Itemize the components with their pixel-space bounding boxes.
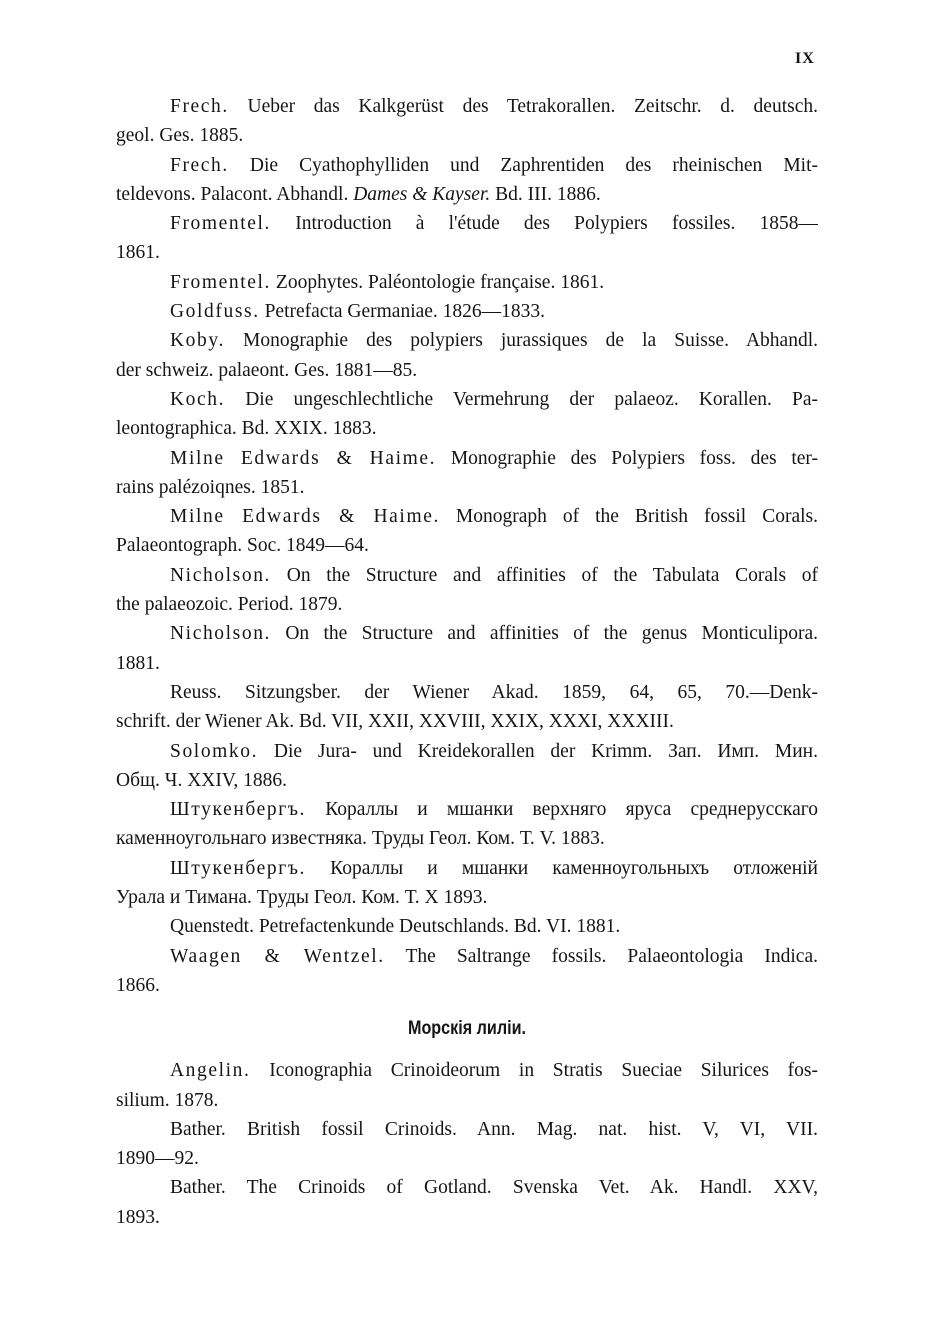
entry-text: The Saltrange fossils. Palaeontologia Indica. [384,945,818,967]
bibliography-entry [116,1173,818,1232]
entry-author: Milne Edwards & Haime. [170,506,440,528]
entry-author: Nicholson. [170,623,272,645]
entry-line [116,766,818,795]
entry-line [116,737,818,766]
bibliography-entry [116,1115,818,1174]
bibliography-entry [116,561,818,620]
entry-author: Koch. [170,388,226,410]
entry-text: teldevons. Palacont. Abhandl. [116,183,354,205]
entry-text: 1881. [116,652,160,674]
entry-author: Reuss. [170,681,222,703]
entry-text: Ueber das Kalkgerüst des Tetrakorallen. Zeitschr. d. deutsch. [228,96,818,117]
entry-text: Zoophytes. Paléontologie française. 1861. [271,271,605,293]
entry-line [116,912,818,941]
entry-line [116,180,818,209]
entry-line [116,356,818,385]
entry-line [116,326,818,355]
entry-text: каменноугольнаго известняка. Труды Геол. Ком. Т. V. 1883. [116,828,605,850]
entry-line [116,1144,818,1173]
entry-line [116,619,818,648]
entry-line [116,971,818,1000]
entry-author: Fromentel. [170,213,272,235]
entry-line [116,444,818,473]
entry-text: 1861. [116,242,160,264]
entry-text: Кораллы и мшанки верхняго яруса среднерусскаго [306,799,818,821]
entry-author: Quenstedt. [170,916,254,938]
entry-text: Introduction à l'étude des Polypiers fossiles. 1858— [271,213,818,235]
entry-line [116,121,818,150]
entry-author: Nicholson. [170,564,272,586]
entry-line [116,1056,818,1085]
entry-text: 1866. [116,974,160,996]
entry-line [116,854,818,883]
entry-author: Frech. [170,96,229,117]
bibliography-entry [116,209,818,268]
bibliography-entry [116,502,818,561]
entry-text: Die Cyathophylliden und Zaphrentiden des rheinischen Mit- [228,154,818,176]
bibliography-entry [116,297,818,326]
bibliography-entry [116,385,818,444]
bibliography-entry [116,619,818,678]
entry-line [116,1086,818,1115]
entry-line [116,1173,818,1202]
entry-text: 1893. [116,1206,160,1228]
entry-text: leontographica. Bd. XXIX. 1883. [116,418,377,440]
bibliography-entry [116,92,818,151]
entry-line [116,942,818,971]
entry-text: Урала и Тимана. Труды Геол. Ком. Т. X 1893. [116,887,488,909]
entry-text: der schweiz. palaeont. Ges. 1881—85. [116,359,418,381]
entry-text: The Crinoids of Gotland. Svenska Vet. Ak. Handl. XXV, [225,1177,818,1199]
entry-editors: Dames & Kayser. [353,183,491,205]
entry-text: Petrefactenkunde Deutschlands. Bd. VI. 1881. [253,916,621,938]
entry-line [116,268,818,297]
entry-text: Sitzungsber. der Wiener Akad. 1859, 64, 65, 70.—Denk- [221,681,818,703]
bibliography [116,92,818,1232]
entry-text: the palaeozoic. Period. 1879. [116,594,343,616]
page-number: IX [795,50,815,67]
entry-author: Bather. [170,1177,226,1199]
entry-text: Monographie des Polypiers foss. des ter- [436,447,818,469]
entry-text: geol. Ges. 1885. [116,125,244,147]
entry-author: Штукенбергъ. [170,857,306,879]
entry-text: Общ. Ч. XXIV, 1886. [116,769,288,791]
entry-text: rains palézoiqnes. 1851. [116,476,305,498]
entry-text: Petrefacta Germaniae. 1826—1833. [259,301,546,323]
entry-author: Angelin. [170,1060,251,1082]
entry-text: 1890—92. [116,1148,199,1170]
entry-text: On the Structure and affinities of the genus Monticulipora. [271,623,818,645]
entry-text: Bd. III. 1886. [490,183,601,205]
bibliography-entry [116,268,818,297]
entry-author: Штукенбергъ. [170,799,306,821]
entry-line [116,414,818,443]
entry-line [116,209,818,238]
entry-line [116,385,818,414]
entry-text: Кораллы и мшанки каменноугольныхъ отложеній [306,857,818,879]
bibliography-entry [116,678,818,737]
entry-author: Waagen & Wentzel. [170,945,385,967]
bibliography-entry [116,151,818,210]
entry-text: British fossil Crinoids. Ann. Mag. nat. hist. V, VI, VII. [225,1118,818,1140]
entry-line [116,649,818,678]
entry-line [116,297,818,326]
bibliography-entry [116,854,818,913]
entry-text: schrift. der Wiener Ak. Bd. VII, XXII, XXVIII, XXIX, XXXI, XXXIII. [116,711,674,733]
entry-line [116,678,818,707]
entry-text: silium. 1878. [116,1089,219,1111]
entry-text: Die ungeschlechtliche Vermehrung der palaeoz. Korallen. Pa- [225,388,818,410]
entry-author: Bather. [170,1118,226,1140]
entry-line [116,238,818,267]
entry-line [116,151,818,180]
bibliography-entry [116,326,818,385]
entry-text: Die Jura- und Kreidekorallen der Krimm. Зап. Имп. Мин. [258,740,818,762]
entry-line [116,883,818,912]
entry-line [116,1203,818,1232]
entry-author: Milne Edwards & Haime. [170,447,437,469]
entry-line [116,531,818,560]
entry-text: Monograph of the British fossil Corals. [439,506,818,528]
entry-text: Palaeontograph. Soc. 1849—64. [116,535,369,557]
entry-text: Monographie des polypiers jurassiques de la Suisse. Abhandl. [224,330,818,352]
entry-text: Iconographia Crinoideorum in Stratis Sueciae Silurices fos- [250,1060,818,1082]
entry-line [116,707,818,736]
bibliography-entry [116,912,818,941]
entry-author: Goldfuss. [170,301,260,323]
entry-line [116,824,818,853]
bibliography-entry [116,942,818,1001]
entry-line [116,92,818,121]
entry-line [116,1115,818,1144]
bibliography-entry [116,1056,818,1115]
entry-author: Fromentel. [170,271,272,293]
entry-line [116,473,818,502]
bibliography-entry [116,737,818,796]
entry-line [116,561,818,590]
entry-line [116,590,818,619]
section-heading: Морскія лиліи. [407,1018,526,1040]
entry-author: Koby. [170,330,225,352]
entry-line [116,502,818,531]
entry-text: On the Structure and affinities of the Tabulata Corals of [271,564,818,586]
entry-line [116,795,818,824]
entry-author: Frech. [170,154,229,176]
bibliography-entry [116,444,818,503]
bibliography-entry [116,795,818,854]
entry-author: Solomko. [170,740,259,762]
